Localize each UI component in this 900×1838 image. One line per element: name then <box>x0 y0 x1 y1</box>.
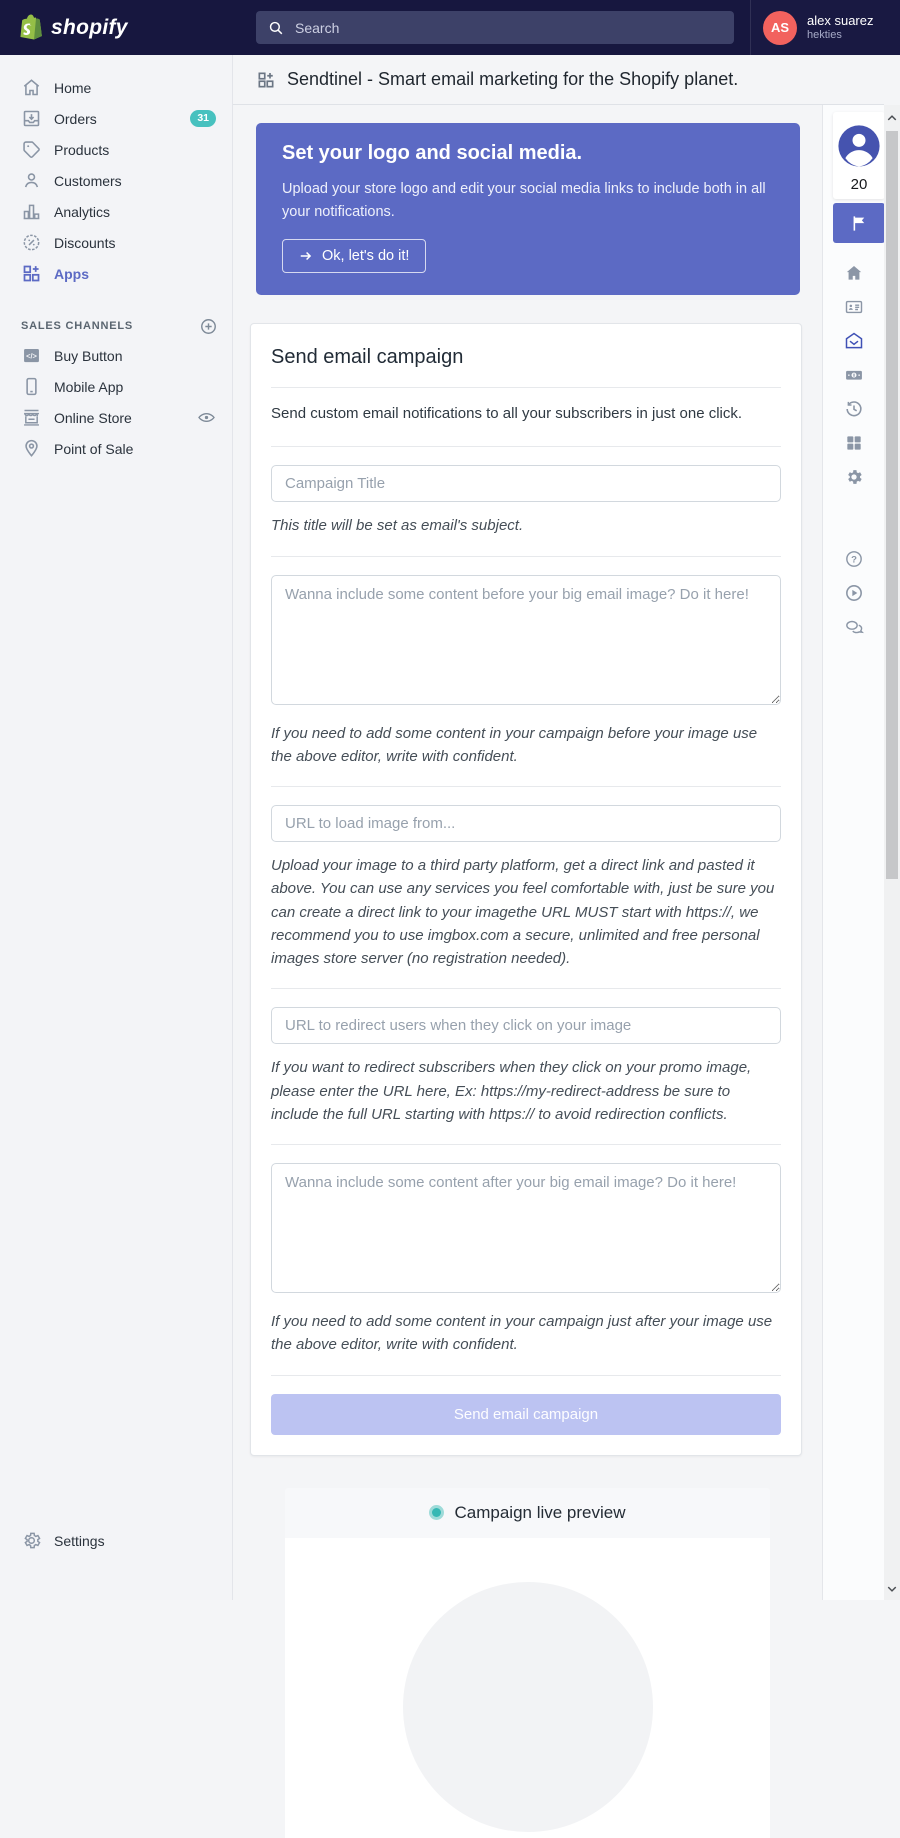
account-person-icon <box>833 120 885 172</box>
credits-box[interactable] <box>833 112 885 199</box>
banner-cta-button[interactable]: Ok, let's do it! <box>282 239 426 273</box>
orders-count-badge: 31 <box>190 110 216 127</box>
sidebar-item-buy-button[interactable] <box>0 340 232 371</box>
sidebar-item-home[interactable] <box>0 72 232 103</box>
divider <box>271 387 781 388</box>
mobile-phone-icon <box>21 376 42 397</box>
svg-text:</>: </> <box>26 351 37 361</box>
toolbar-tab-history[interactable] <box>844 399 864 419</box>
sidebar-item-label: Home <box>54 79 92 96</box>
home-icon <box>21 77 42 98</box>
banner-title: Set your logo and social media. <box>282 142 583 164</box>
preview-body <box>285 1538 770 1838</box>
image-url-input[interactable] <box>271 805 781 842</box>
scrollbar-up-arrow[interactable] <box>884 109 900 127</box>
sidebar-item-label: Point of Sale <box>54 440 134 457</box>
scrollbar-thumb[interactable] <box>886 131 898 879</box>
arrow-right-icon <box>299 249 313 263</box>
user-name: alex suarez <box>807 12 874 28</box>
svg-text:?: ? <box>850 554 857 566</box>
live-indicator-dot <box>429 1505 444 1520</box>
toolbar-tab-email[interactable] <box>844 331 864 351</box>
send-campaign-button[interactable]: Send email campaign <box>271 1394 781 1435</box>
divider <box>271 786 781 787</box>
content-before-textarea[interactable] <box>271 575 781 705</box>
chat-support-icon[interactable] <box>844 617 864 637</box>
divider <box>271 1144 781 1145</box>
sidebar-item-online-store[interactable] <box>0 402 232 433</box>
sidebar-item-label: Buy Button <box>54 347 123 364</box>
shopify-bag-icon <box>16 13 43 43</box>
toolbar-tab-contacts[interactable] <box>844 297 864 317</box>
sidebar-item-label: Settings <box>54 1532 105 1549</box>
card-title: Send email campaign <box>271 346 464 369</box>
campaign-title-input[interactable] <box>271 465 781 502</box>
page-header <box>233 55 884 105</box>
image-url-hint: Upload your image to a third party platform, get a direct link and pasted it above. You can use any services you feel comfortable with, just be sure you can create a direct link to your imagethe URL MUST start with https://, we recommend you to use imgbox.com a secure, unlimited and free personal images store server (no registration needed). <box>271 857 775 968</box>
sidebar-item-label: Online Store <box>54 409 132 426</box>
sidebar-item-label: Mobile App <box>54 378 124 395</box>
buy-button-icon <box>21 345 42 366</box>
onboarding-banner <box>256 123 800 295</box>
tag-icon <box>21 139 42 160</box>
sidebar-item-orders[interactable] <box>0 103 232 134</box>
sidebar-item-label: Products <box>54 141 110 158</box>
person-icon <box>21 170 42 191</box>
sidebar-item-point-of-sale[interactable] <box>0 433 232 464</box>
topbar <box>0 0 900 55</box>
location-pin-icon <box>21 438 42 459</box>
sidebar-item-label: Apps <box>54 265 89 282</box>
avatar: AS <box>763 11 797 45</box>
toolbar-tab-billing[interactable] <box>844 365 864 385</box>
credits-count: 20 <box>850 176 868 193</box>
preview-header <box>285 1488 770 1538</box>
app-icon <box>256 70 276 90</box>
search-input[interactable] <box>293 19 722 37</box>
sidebar-item-analytics[interactable] <box>0 196 232 227</box>
sidebar-item-label: Discounts <box>54 234 116 251</box>
sidebar-item-label: Analytics <box>54 203 111 220</box>
sidebar-item-products[interactable] <box>0 134 232 165</box>
preview-logo-placeholder <box>403 1582 653 1832</box>
bar-chart-icon <box>21 201 42 222</box>
view-online-store-icon[interactable] <box>197 408 216 427</box>
divider <box>271 1375 781 1376</box>
sidebar-item-label: Customers <box>54 172 122 189</box>
flag-icon <box>850 214 869 233</box>
toolbar-tab-campaigns-active[interactable] <box>833 203 885 243</box>
discount-icon <box>21 232 42 253</box>
scrollbar-down-arrow[interactable] <box>884 1580 900 1598</box>
main-content <box>233 105 822 1600</box>
redirect-url-hint: If you want to redirect subscribers when they click on your promo image, please enter the URL here, Ex: https://my-redirect-address be sure to include the full URL starting with https:// to avoid redirection conflicts. <box>271 1059 752 1123</box>
campaign-preview <box>285 1488 770 1838</box>
divider <box>271 988 781 989</box>
user-store: hekties <box>807 28 842 41</box>
scrollbar[interactable] <box>884 105 900 1600</box>
card-intro: Send custom email notifications to all your subscribers in just one click. <box>271 405 743 423</box>
toolbar-tab-home[interactable] <box>844 263 864 283</box>
campaign-title-hint: This title will be set as email's subject. <box>271 517 524 535</box>
sidebar-item-discounts[interactable] <box>0 227 232 258</box>
content-after-hint: If you need to add some content in your campaign just after your image use the above editor, write with confident. <box>271 1313 773 1354</box>
toolbar-tab-apps-grid[interactable] <box>844 433 864 453</box>
banner-body: Upload your store logo and edit your social media links to include both in all your notifications. <box>282 181 766 221</box>
search-icon <box>268 20 284 36</box>
gear-icon <box>21 1530 42 1551</box>
toolbar-tab-settings[interactable] <box>844 467 864 487</box>
content-before-hint: If you need to add some content in your campaign before your image use the above editor, write with confident. <box>271 724 758 765</box>
sales-channels-heading: SALES CHANNELS <box>0 312 232 340</box>
send-campaign-card <box>250 323 802 1455</box>
sidebar-item-label: Orders <box>54 110 97 127</box>
divider <box>271 556 781 557</box>
sidebar-item-customers[interactable] <box>0 165 232 196</box>
sidebar-item-settings[interactable] <box>0 1525 232 1556</box>
storefront-icon <box>21 407 42 428</box>
apps-icon <box>21 263 42 284</box>
add-sales-channel-button[interactable] <box>199 317 218 336</box>
user-menu[interactable] <box>750 0 900 55</box>
logo-wordmark: shopify <box>51 15 128 39</box>
app-toolbar <box>822 105 884 1600</box>
tutorial-play-icon[interactable] <box>844 583 864 603</box>
orders-icon <box>21 108 42 129</box>
help-icon[interactable] <box>844 549 864 569</box>
shopify-logo[interactable] <box>16 0 128 55</box>
redirect-url-input[interactable] <box>271 1007 781 1044</box>
preview-title: Campaign live preview <box>454 1502 626 1522</box>
divider <box>271 446 781 447</box>
sidebar-item-apps[interactable] <box>0 258 232 289</box>
sidebar-item-mobile-app[interactable] <box>0 371 232 402</box>
content-after-textarea[interactable] <box>271 1163 781 1293</box>
page-title: Sendtinel - Smart email marketing for the Shopify planet. <box>287 69 739 89</box>
sidebar <box>0 55 233 1600</box>
search-bar[interactable] <box>256 11 734 44</box>
